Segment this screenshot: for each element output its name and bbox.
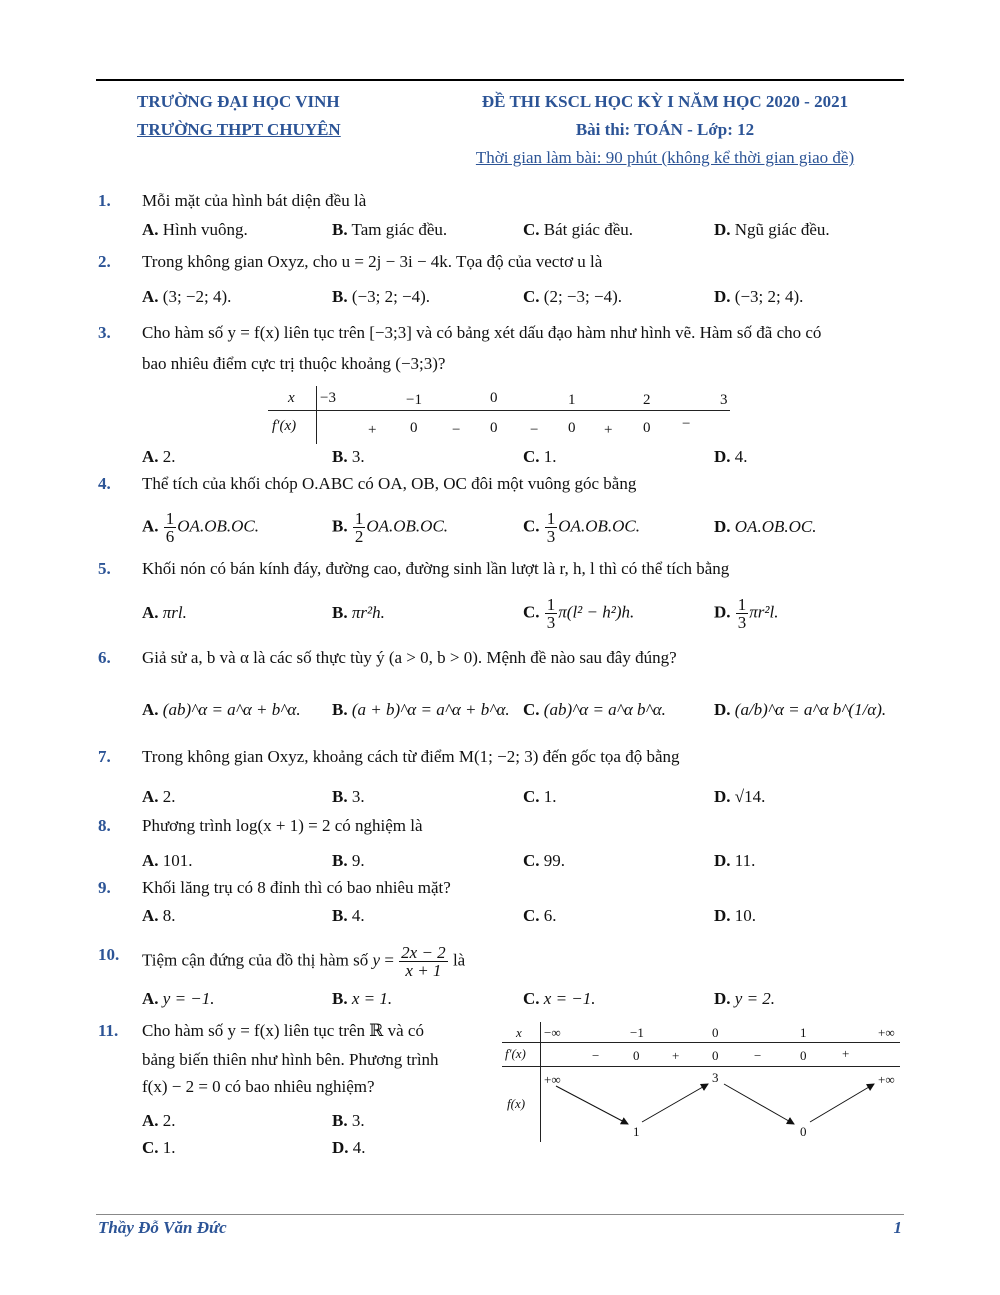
q2-option-d: D. (−3; 2; 4). xyxy=(714,287,804,306)
q1-option-c: C. Bát giác đều. xyxy=(523,220,633,239)
question-11-text-line-2: bảng biến thiên như hình bên. Phương trình xyxy=(142,1050,439,1069)
q11-option-b: B. 3. xyxy=(332,1111,365,1130)
q7-option-b: B. 3. xyxy=(332,787,365,806)
sign-value: + xyxy=(368,422,377,438)
exam-title: ĐỀ THI KSCL HỌC KỲ I NĂM HỌC 2020 - 2021 xyxy=(481,92,849,111)
question-text: Thể tích của khối chóp O.ABC có OA, OB, OC đôi một vuông góc bằng xyxy=(142,474,637,493)
q7-option-d: D. √14. xyxy=(714,787,766,806)
x-value: 2 xyxy=(643,392,651,408)
q5-option-c: C. $\frac{1}{3}$ π(l² − h²)h. xyxy=(523,595,635,632)
q11-option-d: D. 4. xyxy=(332,1138,366,1157)
q9-option-a: A. 8. xyxy=(142,906,176,925)
question-text: Giả sử a, b và α là các số thực tùy ý (a > 0, b > 0). Mệnh đề nào sau đây đúng? xyxy=(142,648,677,667)
question-3-text-line-2: bao nhiêu điểm cực trị thuộc khoảng (−3;3)? xyxy=(142,354,446,373)
q3-option-d: D. 4. xyxy=(714,447,748,466)
question-text: Trong không gian Oxyz, khoảng cách từ điểm M(1; −2; 3) đến gốc tọa độ bằng xyxy=(142,747,680,766)
sign-value: 0 xyxy=(800,1048,807,1063)
question-number: 6. xyxy=(98,648,111,667)
q4-option-d: D. OA.OB.OC. xyxy=(714,517,817,536)
sign-table xyxy=(268,386,732,446)
q9-option-c: C. 6. xyxy=(523,906,557,925)
q1-option-b: B. Tam giác đều. xyxy=(332,220,448,239)
question-text: Tiệm cận đứng của đồ thị hàm số y = $\frac{2x - 2}{x + 1}$ là xyxy=(142,943,466,980)
sign-value: 0 xyxy=(410,420,418,436)
question-number: 4. xyxy=(98,474,111,493)
q8-option-b: B. 9. xyxy=(332,851,365,870)
sign-value: 0 xyxy=(633,1048,640,1063)
q10-option-c: C. x = −1. xyxy=(523,989,596,1008)
x-value: 1 xyxy=(568,392,576,408)
q1-option-d: D. Ngũ giác đều. xyxy=(714,220,830,239)
table-fprime-label: f′(x) xyxy=(505,1046,526,1061)
q4-option-a: A. $\frac{1}{6}$ OA.OB.OC. xyxy=(142,509,259,546)
question-number: 3. xyxy=(98,323,111,342)
question-number: 7. xyxy=(98,747,111,766)
q7-option-a: A. 2. xyxy=(142,787,176,806)
x-value: 0 xyxy=(712,1025,719,1040)
f-value: 1 xyxy=(633,1124,640,1139)
sign-value: − xyxy=(754,1048,762,1063)
question-number: 5. xyxy=(98,559,111,578)
q6-option-d: D. (a/b)^α = a^α b^(1/α). xyxy=(714,700,887,719)
q6-option-c: C. (ab)^α = a^α b^α. xyxy=(523,700,666,719)
question-number: 2. xyxy=(98,252,111,271)
q5-option-b: B. πr²h. xyxy=(332,603,385,622)
decrease-arrow xyxy=(556,1086,628,1124)
question-text: Khối nón có bán kính đáy, đường cao, đường sinh lần lượt là r, h, l thì có thể tích bằng xyxy=(142,559,730,578)
q10-option-b: B. x = 1. xyxy=(332,989,393,1008)
table-divider xyxy=(316,386,317,444)
sign-value: + xyxy=(672,1048,680,1063)
f-value: 3 xyxy=(712,1070,719,1085)
table-x-label: x xyxy=(516,1025,522,1040)
f-value: 0 xyxy=(800,1124,807,1139)
question-number: 9. xyxy=(98,878,111,897)
x-value: −1 xyxy=(406,392,422,408)
exam-subject: Bài thi: TOÁN - Lớp: 12 xyxy=(575,120,755,139)
f-value: +∞ xyxy=(878,1072,895,1087)
q3-option-c: C. 1. xyxy=(523,447,557,466)
q9-option-b: B. 4. xyxy=(332,906,365,925)
q4-option-b: B. $\frac{1}{2}$ OA.OB.OC. xyxy=(332,509,449,546)
table-f-label: f(x) xyxy=(507,1096,526,1111)
q6-option-b: B. (a + b)^α = a^α + b^α. xyxy=(332,700,510,719)
sign-value: 0 xyxy=(643,420,651,436)
q3-option-a: A. 2. xyxy=(142,447,176,466)
question-text: Trong không gian Oxyz, cho u = 2j − 3i − 4k. Tọa độ của vectơ u là xyxy=(142,252,603,271)
q2-option-b: B. (−3; 2; −4). xyxy=(332,287,431,306)
school-name-1: TRƯỜNG ĐẠI HỌC VINH xyxy=(137,92,340,111)
footer-rule xyxy=(96,1214,904,1215)
sign-value: + xyxy=(604,422,613,438)
sign-value: − xyxy=(682,416,691,432)
sign-value: 0 xyxy=(490,420,498,436)
q10-option-d: D. y = 2. xyxy=(714,989,776,1008)
footer-author: Thầy Đỗ Văn Đức xyxy=(98,1218,227,1237)
x-value: −∞ xyxy=(544,1025,561,1040)
q4-option-c: C. $\frac{1}{3}$ OA.OB.OC. xyxy=(523,509,640,546)
q9-option-d: D. 10. xyxy=(714,906,757,925)
question-number: 8. xyxy=(98,816,111,835)
x-value: 1 xyxy=(800,1025,807,1040)
sign-value: 0 xyxy=(568,420,576,436)
q5-option-d: D. $\frac{1}{3}$ πr²l. xyxy=(714,595,779,632)
x-value: 3 xyxy=(720,392,728,408)
q1-option-a: A. Hình vuông. xyxy=(142,220,248,239)
f-value: +∞ xyxy=(544,1072,561,1087)
question-11-text-line-3: f(x) − 2 = 0 có bao nhiêu nghiệm? xyxy=(142,1077,375,1096)
sign-value: 0 xyxy=(712,1048,719,1063)
q8-option-c: C. 99. xyxy=(523,851,566,870)
question-number: 1. xyxy=(98,191,111,210)
sign-value: − xyxy=(592,1048,600,1063)
table-divider xyxy=(268,410,730,411)
question-number: 11. xyxy=(98,1021,119,1040)
page-number: 1 xyxy=(893,1218,902,1237)
q3-option-b: B. 3. xyxy=(332,447,365,466)
sign-value: − xyxy=(530,422,539,438)
q10-option-a: A. y = −1. xyxy=(142,989,215,1008)
question-text: Khối lăng trụ có 8 đỉnh thì có bao nhiêu mặt? xyxy=(142,878,451,897)
sign-value: + xyxy=(842,1046,850,1061)
q6-option-a: A. (ab)^α = a^α + b^α. xyxy=(142,700,301,719)
question-text: Mỗi mặt của hình bát diện đều là xyxy=(142,191,367,210)
top-rule xyxy=(96,79,904,81)
x-value: 0 xyxy=(490,390,498,406)
q8-option-d: D. 11. xyxy=(714,851,756,870)
increase-arrow xyxy=(810,1084,874,1122)
sign-value: − xyxy=(452,422,461,438)
question-number: 10. xyxy=(98,945,120,964)
q5-option-a: A. πrl. xyxy=(142,603,187,622)
q11-option-c: C. 1. xyxy=(142,1138,176,1157)
table-x-label: x xyxy=(288,390,295,406)
question-text: Cho hàm số y = f(x) liên tục trên [−3;3] và có bảng xét dấu đạo hàm như hình vẽ. Hàm số đã cho có xyxy=(142,323,822,342)
question-text: Phương trình log(x + 1) = 2 có nghiệm là xyxy=(142,816,423,835)
q2-option-a: A. (3; −2; 4). xyxy=(142,287,232,306)
q8-option-a: A. 101. xyxy=(142,851,193,870)
increase-arrow xyxy=(642,1084,708,1122)
variation-arrows xyxy=(502,1022,902,1144)
x-value: −3 xyxy=(320,390,336,406)
q2-option-c: C. (2; −3; −4). xyxy=(523,287,622,306)
decrease-arrow xyxy=(724,1084,794,1124)
exam-time: Thời gian làm bài: 90 phút (không kể thời gian giao đề) xyxy=(475,148,855,167)
table-fprime-label: f′(x) xyxy=(272,418,297,434)
q11-option-a: A. 2. xyxy=(142,1111,176,1130)
q7-option-c: C. 1. xyxy=(523,787,557,806)
variation-table xyxy=(502,1022,902,1144)
x-value: −1 xyxy=(630,1025,644,1040)
x-value: +∞ xyxy=(878,1025,895,1040)
question-text: Cho hàm số y = f(x) liên tục trên ℝ và có xyxy=(142,1021,424,1040)
school-name-2: TRƯỜNG THPT CHUYÊN xyxy=(137,120,341,139)
